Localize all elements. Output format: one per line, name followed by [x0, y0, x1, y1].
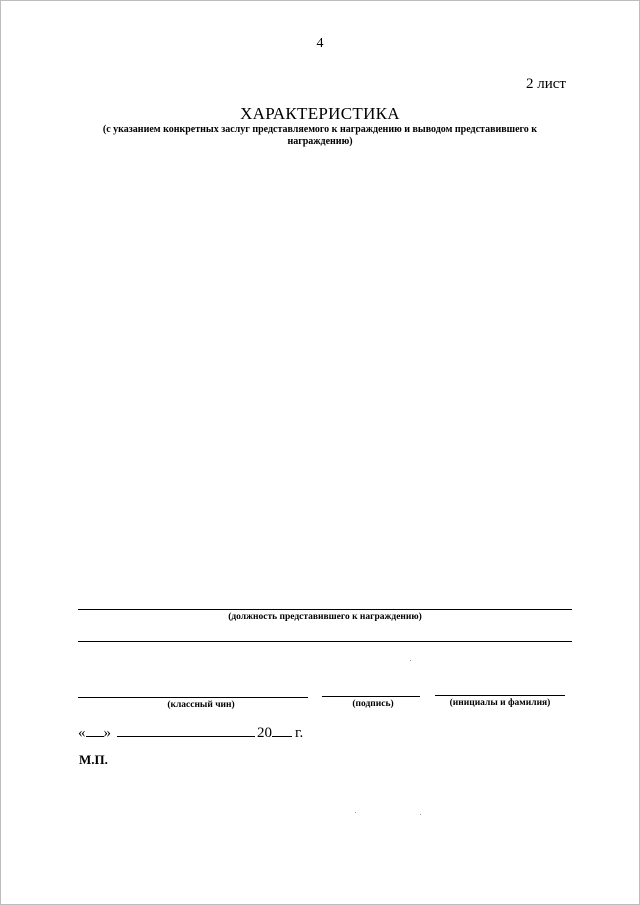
date-close-quote: » [103, 725, 111, 741]
signature-caption: (подпись) [352, 699, 394, 709]
signature-line [322, 696, 420, 697]
sheet-label: 2 лист [526, 76, 566, 92]
page-number: 4 [316, 36, 324, 51]
year-suffix: г. [295, 725, 304, 741]
class-rank-caption: (классный чин) [167, 700, 235, 710]
document-title: ХАРАКТЕРИСТИКА [240, 104, 400, 123]
seal-label: М.П. [79, 752, 108, 767]
scan-speck [355, 812, 356, 813]
month-blank [117, 722, 255, 737]
year-prefix: 20 [257, 725, 272, 741]
position-line [78, 609, 572, 610]
date-row [78, 722, 303, 742]
document-subtitle: (с указанием конкретных заслуг представляемого к награждению и выводом представившего к награждению) [102, 124, 538, 147]
date-open-quote: « [78, 725, 86, 741]
position-continuation-line [78, 641, 572, 642]
year-blank [272, 722, 292, 737]
scan-speck [410, 660, 411, 661]
position-caption: (должность представившего к награждению) [228, 612, 422, 622]
class-rank-line [78, 697, 308, 698]
name-caption: (инициалы и фамилия) [449, 698, 551, 708]
day-blank [86, 722, 104, 737]
scan-speck [420, 814, 421, 815]
name-line [435, 695, 565, 696]
